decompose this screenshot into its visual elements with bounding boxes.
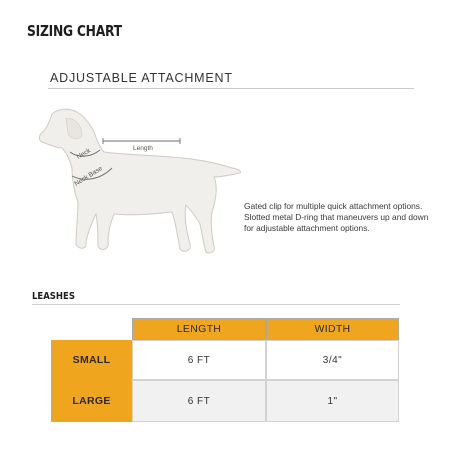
cell-large-length: 6 FT — [132, 380, 266, 422]
attachment-heading: ADJUSTABLE ATTACHMENT — [50, 71, 233, 85]
leashes-heading: LEASHES — [32, 291, 75, 302]
label-length: Length — [133, 145, 153, 152]
column-header-width: WIDTH — [266, 318, 399, 340]
cell-large-width: 1" — [266, 380, 399, 422]
cell-small-length: 6 FT — [132, 340, 266, 380]
page-title: SIZING CHART — [27, 22, 122, 40]
label-neck-base: Neck Base — [73, 165, 104, 188]
cell-small-width: 3/4" — [266, 340, 399, 380]
row-label-small: SMALL — [51, 340, 132, 380]
label-neck: Neck — [75, 147, 92, 161]
row-label-large: LARGE — [51, 380, 132, 422]
dog-diagram — [30, 106, 250, 258]
column-header-length: LENGTH — [132, 318, 266, 340]
leashes-divider — [32, 304, 400, 305]
heading-divider — [48, 88, 414, 89]
attachment-description: Gated clip for multiple quick attachment options. Slotted metal D-ring that maneuvers up and down for adjustable attachment options. — [244, 201, 429, 233]
